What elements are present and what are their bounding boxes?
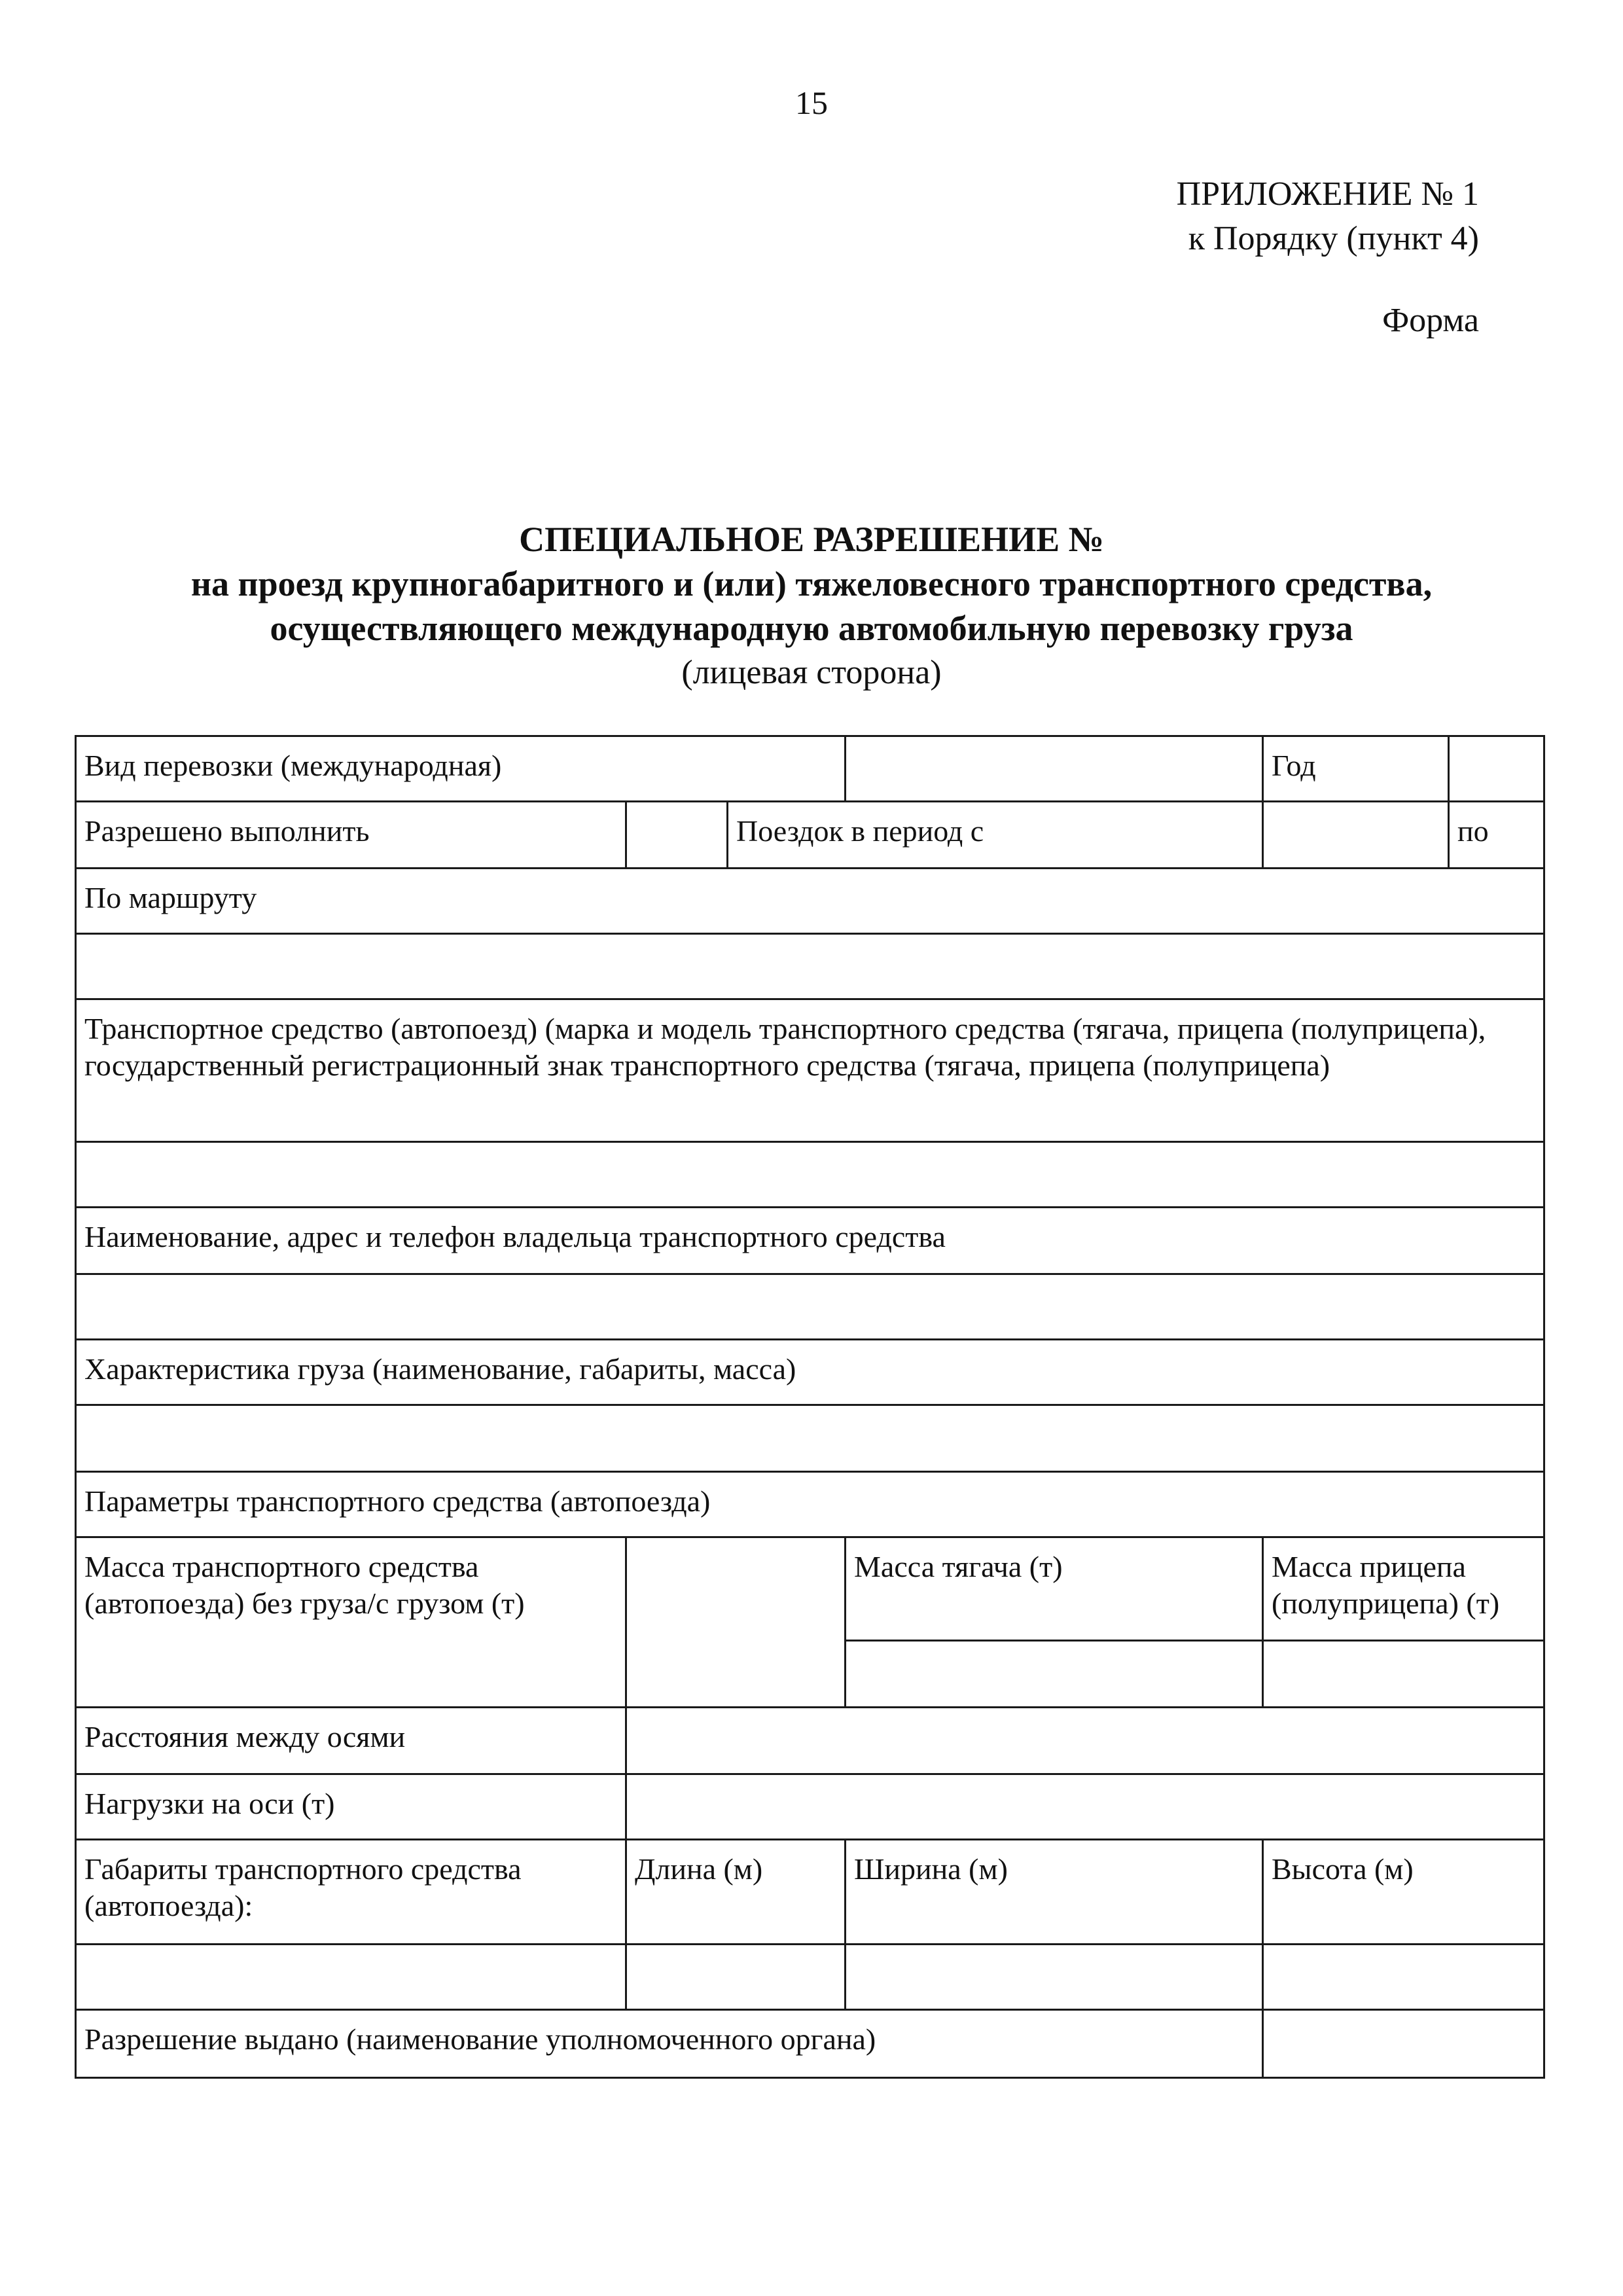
cargo-field[interactable] bbox=[76, 1405, 1544, 1472]
height-field[interactable] bbox=[1263, 1945, 1544, 2010]
issued-by-label: Разрешение выдано (наименование уполномоченного органа) bbox=[76, 2010, 1263, 2078]
tractor-mass-label: Масса тягача (т) bbox=[846, 1537, 1263, 1641]
transport-type-label: Вид перевозки (международная) bbox=[76, 736, 846, 802]
permit-form-table bbox=[75, 735, 1545, 2079]
trips-period-from-label: Поездок в период с bbox=[728, 802, 1263, 869]
vehicle-description-label: Транспортное средство (автопоезд) (марка и модель транспортного средства (тягача, прицепа (полуприцепа), государственный регистрационный знак транспортного средства (тягача, прицепа (полуприцепа) bbox=[76, 999, 1544, 1142]
trailer-mass-label: Масса прицепа (полуприцепа) (т) bbox=[1263, 1537, 1544, 1641]
period-from-field[interactable] bbox=[1263, 802, 1449, 869]
route-label: По маршруту bbox=[76, 869, 1544, 934]
allowed-label: Разрешено выполнить bbox=[76, 802, 626, 869]
axle-loads-label: Нагрузки на оси (т) bbox=[76, 1774, 626, 1840]
appendix-title: ПРИЛОЖЕНИЕ № 1 bbox=[1176, 175, 1479, 213]
tractor-mass-field[interactable] bbox=[846, 1641, 1263, 1708]
appendix-reference: к Порядку (пункт 4) bbox=[1188, 220, 1479, 257]
axle-distance-label: Расстояния между осями bbox=[76, 1708, 626, 1774]
width-field[interactable] bbox=[846, 1945, 1263, 2010]
owner-field[interactable] bbox=[76, 1274, 1544, 1340]
vehicle-description-field[interactable] bbox=[76, 1142, 1544, 1208]
year-field[interactable] bbox=[1449, 736, 1544, 802]
dimensions-field[interactable] bbox=[76, 1945, 626, 2010]
title-line-1: СПЕЦИАЛЬНОЕ РАЗРЕШЕНИЕ № bbox=[519, 520, 1104, 559]
cargo-label: Характеристика груза (наименование, габариты, масса) bbox=[76, 1340, 1544, 1405]
vehicle-mass-label: Масса транспортного средства (автопоезда) без груза/с грузом (т) bbox=[76, 1537, 626, 1708]
year-label: Год bbox=[1263, 736, 1449, 802]
page-number: 15 bbox=[795, 84, 828, 121]
period-to-label: по bbox=[1449, 802, 1544, 869]
vehicle-mass-field[interactable] bbox=[626, 1537, 846, 1708]
transport-type-field[interactable] bbox=[846, 736, 1263, 802]
dimensions-label: Габариты транспортного средства (автопоезда): bbox=[76, 1840, 626, 1945]
title-line-4: (лицевая сторона) bbox=[681, 654, 942, 691]
document-title bbox=[0, 517, 1623, 695]
trailer-mass-field[interactable] bbox=[1263, 1641, 1544, 1708]
length-field[interactable] bbox=[626, 1945, 846, 2010]
title-line-3: осуществляющего международную автомобильную перевозку груза bbox=[270, 609, 1353, 648]
vehicle-params-label: Параметры транспортного средства (автопоезда) bbox=[76, 1472, 1544, 1537]
trips-count-field[interactable] bbox=[626, 802, 728, 869]
issued-by-field[interactable] bbox=[1263, 2010, 1544, 2078]
owner-label: Наименование, адрес и телефон владельца транспортного средства bbox=[76, 1208, 1544, 1274]
title-line-2: на проезд крупногабаритного и (или) тяжеловесного транспортного средства, bbox=[190, 564, 1433, 603]
width-label: Ширина (м) bbox=[846, 1840, 1263, 1945]
axle-distance-field[interactable] bbox=[626, 1708, 1544, 1774]
form-label: Форма bbox=[1382, 302, 1479, 339]
route-field[interactable] bbox=[76, 934, 1544, 999]
length-label: Длина (м) bbox=[626, 1840, 846, 1945]
height-label: Высота (м) bbox=[1263, 1840, 1544, 1945]
axle-loads-field[interactable] bbox=[626, 1774, 1544, 1840]
